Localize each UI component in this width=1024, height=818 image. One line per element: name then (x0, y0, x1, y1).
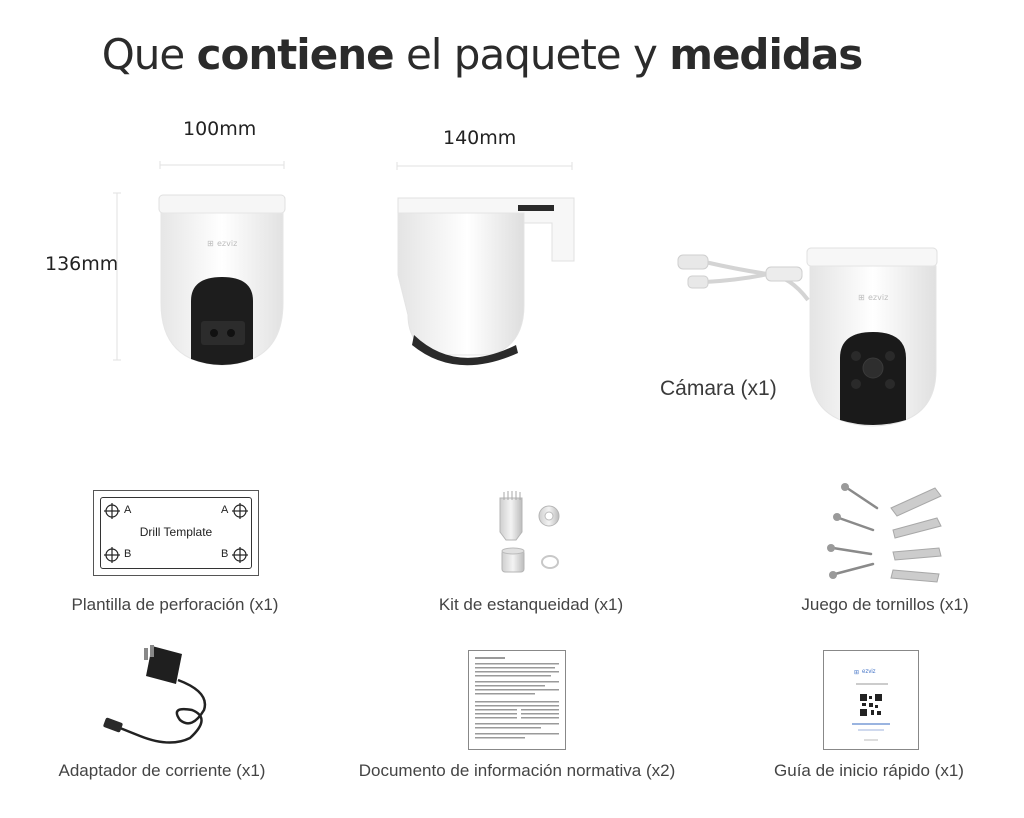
brand-logo-front: ezviz (217, 239, 238, 248)
title-word-1: Que (101, 30, 185, 79)
title-word-3: el paquete y (405, 30, 657, 79)
quick-start-guide-image: ⊞ ezviz (823, 650, 919, 750)
regulatory-document-image (468, 650, 566, 750)
seal-kit-image (492, 488, 572, 578)
screw-set-image (825, 478, 955, 588)
dimension-width-side: 140mm (443, 127, 517, 149)
svg-text:⊞: ⊞ (207, 239, 214, 248)
drill-corner-label: B (221, 548, 229, 560)
brand-logo-guide: ezviz (862, 669, 876, 675)
item-caption-quick-start-guide: Guía de inicio rápido (x1) (774, 761, 964, 780)
item-caption-drill-template: Plantilla de perforación (x1) (71, 595, 279, 614)
camera-label: Cámara (x1) (660, 377, 777, 400)
item-caption-regulatory-document: Documento de información normativa (x2) (358, 761, 676, 780)
dimension-width-front: 100mm (183, 118, 257, 140)
drill-corner-label: A (221, 504, 229, 516)
camera-with-cables-image (660, 240, 960, 440)
camera-front-image (157, 193, 287, 373)
qr-code-icon (859, 693, 883, 717)
item-caption-screws: Juego de tornillos (x1) (801, 595, 969, 614)
camera-side-image (396, 195, 576, 370)
title-word-2: contiene (196, 30, 394, 79)
item-caption-power-adapter: Adaptador de corriente (x1) (58, 761, 266, 780)
svg-text:⊞: ⊞ (858, 293, 865, 302)
brand-logo-side: ezviz (868, 293, 889, 302)
item-caption-seal-kit: Kit de estanqueidad (x1) (438, 595, 624, 614)
title-word-4: medidas (669, 30, 863, 79)
power-adapter-image (100, 640, 230, 750)
drill-corner-label: A (124, 504, 132, 516)
dimension-height: 136mm (45, 253, 119, 275)
drill-template-image (93, 490, 259, 576)
drill-template-text: Drill Template (139, 525, 213, 539)
drill-corner-label: B (124, 548, 132, 560)
